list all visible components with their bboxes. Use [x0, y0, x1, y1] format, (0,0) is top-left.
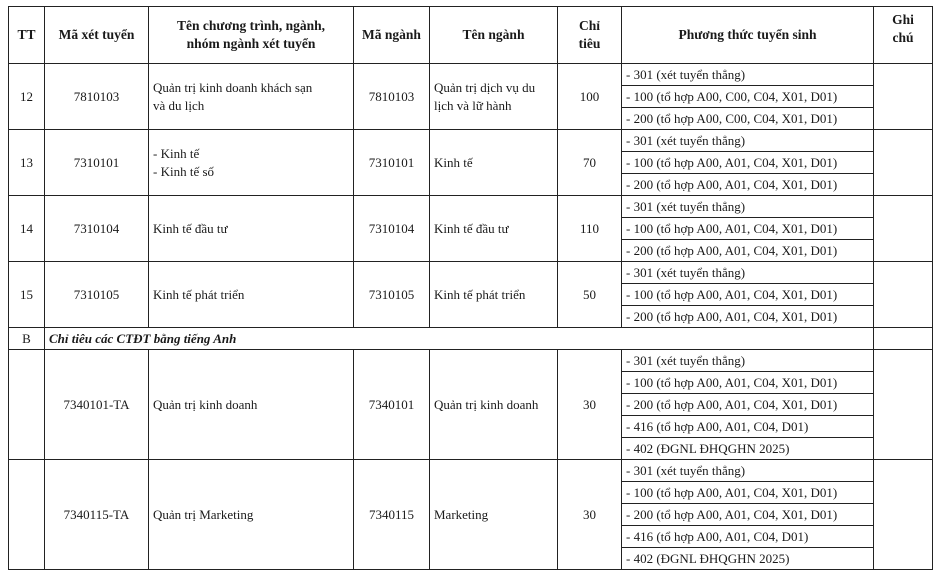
cell-ten-chuong-trinh-line: Quản trị kinh doanh khách sạn: [153, 79, 313, 95]
cell-phuong-thuc: - 301 (xét tuyển thẳng): [622, 460, 874, 482]
cell-phuong-thuc: - 301 (xét tuyển thẳng): [622, 350, 874, 372]
cell-tt: [9, 460, 45, 570]
cell-ten-chuong-trinh-line: Quản trị kinh doanh: [153, 396, 258, 412]
cell-phuong-thuc: - 301 (xét tuyển thẳng): [622, 196, 874, 218]
header-chi-tieu: [558, 7, 622, 64]
cell-phuong-thuc: - 301 (xét tuyển thẳng): [622, 64, 874, 86]
table-row: [9, 350, 933, 372]
cell-phuong-thuc: - 402 (ĐGNL ĐHQGHN 2025): [622, 548, 874, 570]
header-phuong-thuc: Phương thức tuyển sinh: [622, 7, 874, 64]
header-ten-chuong-trinh-line: nhóm ngành xét tuyển: [186, 36, 316, 51]
cell-ten-nganh-line: Kinh tế đầu tư: [434, 220, 509, 236]
cell-ma-nganh: 7310105: [354, 262, 430, 328]
cell-chi-tieu: 100: [558, 64, 622, 130]
cell-phuong-thuc: - 100 (tổ hợp A00, A01, C04, X01, D01): [622, 284, 874, 306]
cell-ghi-chu: [874, 130, 933, 196]
cell-tt: 14: [9, 196, 45, 262]
cell-ten-chuong-trinh: [149, 350, 354, 460]
cell-ghi-chu: [874, 262, 933, 328]
section-b-row: [9, 328, 933, 350]
cell-ten-nganh: [430, 196, 558, 262]
cell-ten-nganh: [430, 350, 558, 460]
cell-ten-chuong-trinh: [149, 130, 354, 196]
cell-phuong-thuc: - 200 (tổ hợp A00, A01, C04, X01, D01): [622, 394, 874, 416]
section-b-note: [874, 328, 933, 350]
table-body-a: [9, 64, 933, 328]
header-tt: TT: [9, 7, 45, 64]
header-ghi-chu-line: chú: [892, 30, 914, 45]
cell-tt: 13: [9, 130, 45, 196]
cell-ten-chuong-trinh: [149, 262, 354, 328]
section-b-label: B: [9, 328, 45, 350]
cell-ghi-chu: [874, 64, 933, 130]
cell-ten-nganh: [430, 460, 558, 570]
cell-ma-nganh: 7810103: [354, 64, 430, 130]
cell-ten-chuong-trinh-line: - Kinh tế: [153, 145, 200, 161]
header-ghi-chu: [874, 7, 933, 64]
cell-ma-xet-tuyen: 7810103: [45, 64, 149, 130]
header-chi-tieu-line: Chỉ: [578, 18, 600, 33]
cell-phuong-thuc: - 200 (tổ hợp A00, A01, C04, X01, D01): [622, 240, 874, 262]
cell-ten-chuong-trinh: [149, 196, 354, 262]
cell-ten-chuong-trinh: [149, 460, 354, 570]
cell-ma-xet-tuyen: 7310104: [45, 196, 149, 262]
cell-ma-xet-tuyen: 7310105: [45, 262, 149, 328]
table-body-b: [9, 350, 933, 570]
cell-ten-nganh-line: Kinh tế phát triển: [434, 286, 526, 302]
cell-ten-chuong-trinh: [149, 64, 354, 130]
cell-ma-nganh: 7340115: [354, 460, 430, 570]
cell-ghi-chu: [874, 196, 933, 262]
cell-ten-chuong-trinh-line: Quản trị Marketing: [153, 506, 254, 522]
section-b-title: Chỉ tiêu các CTĐT bằng tiếng Anh: [45, 328, 874, 350]
cell-phuong-thuc: - 100 (tổ hợp A00, A01, C04, X01, D01): [622, 482, 874, 504]
table-row: [9, 130, 933, 152]
cell-ma-xet-tuyen: 7340115-TA: [45, 460, 149, 570]
header-chi-tieu-line: tiêu: [578, 36, 601, 51]
cell-phuong-thuc: - 402 (ĐGNL ĐHQGHN 2025): [622, 438, 874, 460]
cell-phuong-thuc: - 200 (tổ hợp A00, A01, C04, X01, D01): [622, 504, 874, 526]
cell-phuong-thuc: - 301 (xét tuyển thẳng): [622, 262, 874, 284]
cell-phuong-thuc: - 100 (tổ hợp A00, C00, C04, X01, D01): [622, 86, 874, 108]
cell-phuong-thuc: - 200 (tổ hợp A00, A01, C04, X01, D01): [622, 306, 874, 328]
cell-chi-tieu: 70: [558, 130, 622, 196]
cell-phuong-thuc: - 416 (tổ hợp A00, A01, C04, D01): [622, 416, 874, 438]
cell-ten-nganh-line: Quản trị kinh doanh: [434, 396, 539, 412]
cell-ten-nganh: [430, 130, 558, 196]
cell-chi-tieu: 50: [558, 262, 622, 328]
header-ma-nganh: Mã ngành: [354, 7, 430, 64]
cell-ten-nganh-line: Kinh tế: [434, 154, 473, 170]
cell-phuong-thuc: - 100 (tổ hợp A00, A01, C04, X01, D01): [622, 218, 874, 240]
cell-chi-tieu: 30: [558, 460, 622, 570]
header-ten-nganh: Tên ngành: [430, 7, 558, 64]
cell-ma-xet-tuyen: 7340101-TA: [45, 350, 149, 460]
cell-ma-nganh: 7310104: [354, 196, 430, 262]
table-row: [9, 460, 933, 482]
cell-tt: [9, 350, 45, 460]
cell-tt: 15: [9, 262, 45, 328]
header-row: [9, 7, 933, 64]
cell-ten-nganh-line: Marketing: [434, 506, 489, 522]
cell-chi-tieu: 30: [558, 350, 622, 460]
cell-phuong-thuc: - 200 (tổ hợp A00, C00, C04, X01, D01): [622, 108, 874, 130]
cell-ten-chuong-trinh-line: và du lịch: [153, 97, 205, 113]
admissions-table: [8, 6, 933, 570]
cell-ten-chuong-trinh-line: - Kinh tế số: [153, 163, 215, 179]
cell-chi-tieu: 110: [558, 196, 622, 262]
cell-ten-nganh-line: lịch và lữ hành: [434, 97, 512, 113]
cell-ma-nganh: 7310101: [354, 130, 430, 196]
table-row: [9, 262, 933, 284]
cell-ghi-chu: [874, 460, 933, 570]
cell-ten-nganh: [430, 64, 558, 130]
cell-ghi-chu: [874, 350, 933, 460]
section-b: [9, 328, 933, 350]
table-row: [9, 196, 933, 218]
header-ghi-chu-line: Ghi: [892, 12, 914, 27]
cell-phuong-thuc: - 416 (tổ hợp A00, A01, C04, D01): [622, 526, 874, 548]
cell-ten-nganh-line: Quản trị dịch vụ du: [434, 79, 536, 95]
cell-phuong-thuc: - 100 (tổ hợp A00, A01, C04, X01, D01): [622, 152, 874, 174]
cell-ten-chuong-trinh-line: Kinh tế phát triển: [153, 286, 245, 302]
header-ma-xet-tuyen: Mã xét tuyển: [45, 7, 149, 64]
cell-phuong-thuc: - 200 (tổ hợp A00, A01, C04, X01, D01): [622, 174, 874, 196]
header-ten-chuong-trinh: [149, 7, 354, 64]
cell-ma-nganh: 7340101: [354, 350, 430, 460]
cell-phuong-thuc: - 301 (xét tuyển thẳng): [622, 130, 874, 152]
table-row: [9, 64, 933, 86]
cell-ma-xet-tuyen: 7310101: [45, 130, 149, 196]
cell-ten-chuong-trinh-line: Kinh tế đầu tư: [153, 220, 228, 236]
cell-ten-nganh: [430, 262, 558, 328]
header-ten-chuong-trinh-line: Tên chương trình, ngành,: [177, 18, 325, 33]
cell-tt: 12: [9, 64, 45, 130]
cell-phuong-thuc: - 100 (tổ hợp A00, A01, C04, X01, D01): [622, 372, 874, 394]
